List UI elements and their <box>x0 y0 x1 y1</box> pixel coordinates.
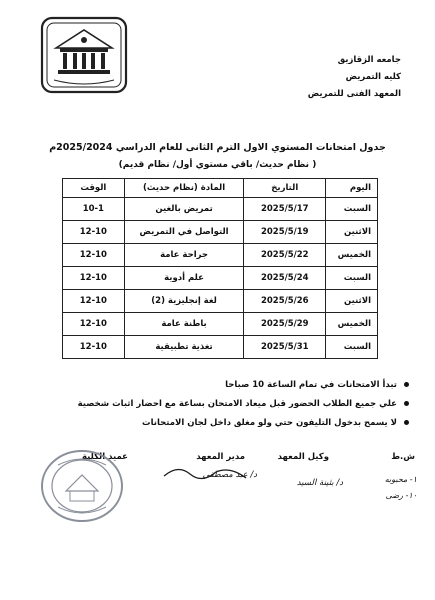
table-row <box>63 198 378 221</box>
note-text: تبدأ الامتحانات في تمام الساعة 10 صباحا <box>225 380 397 390</box>
cell-subject: لغة إنجليزية (2) <box>124 290 244 313</box>
header-date: التاريخ <box>244 179 326 198</box>
table-row <box>63 267 378 290</box>
cell-day: الاثنين <box>326 221 378 244</box>
note-text: لا يسمح بدخول التليفون حتي ولو مغلق داخل لجان الامتحانات <box>142 418 397 428</box>
cell-date: 2025/5/29 <box>244 313 326 336</box>
document-title: جدول امتحانات المستوي الاول الترم الثانى للعام الدراسي 2025/2024م <box>49 142 386 153</box>
faculty-logo-icon <box>38 14 130 96</box>
table-row <box>63 313 378 336</box>
cell-day: الخميس <box>326 244 378 267</box>
cell-subject: تمريض بالغين <box>124 198 244 221</box>
cell-day: السبت <box>326 336 378 359</box>
cell-time: 10-1 <box>63 198 125 221</box>
header-subject: المادة (نظام حديث) <box>124 179 244 198</box>
cell-time: 12-10 <box>63 267 125 290</box>
handwritten-director: د/ عبد مصطفى <box>202 470 257 480</box>
cell-time: 12-10 <box>63 221 125 244</box>
list-item <box>29 395 409 414</box>
cell-date: 2025/5/31 <box>244 336 326 359</box>
cell-time: 12-10 <box>63 336 125 359</box>
cell-time: 12-10 <box>63 290 125 313</box>
signature-label-director: مدير المعهد <box>196 452 245 462</box>
table-row <box>63 336 378 359</box>
header-time: الوقت <box>63 179 125 198</box>
header-block <box>271 52 401 103</box>
handwritten-vice-director: د/ بثينة السيد <box>296 478 343 488</box>
cell-subject: التواصل في التمريض <box>124 221 244 244</box>
list-item <box>29 376 409 395</box>
note-text: علي جميع الطلاب الحضور قبل ميعاد الامتحان بساعة مع احضار اثبات شخصية <box>77 399 397 409</box>
cell-date: 2025/5/26 <box>244 290 326 313</box>
cell-day: السبت <box>326 267 378 290</box>
cell-day: السبت <box>326 198 378 221</box>
table-row <box>63 290 378 313</box>
table-row <box>63 221 378 244</box>
handwritten-affairs-line2: ١٠- رضى <box>385 491 417 500</box>
university-name: جامعه الزقازيق <box>337 55 401 65</box>
cell-subject: تغذية تطبيقية <box>124 336 244 359</box>
cell-time: 12-10 <box>63 244 125 267</box>
cell-date: 2025/5/19 <box>244 221 326 244</box>
faculty-name: كليه التمريض <box>345 72 401 82</box>
signature-label-dean: عميد الكلية <box>82 452 128 462</box>
cell-day: الاثنين <box>326 290 378 313</box>
bullet-icon <box>404 420 409 425</box>
cell-subject: علم أدوية <box>124 267 244 290</box>
bullet-icon <box>404 401 409 406</box>
handwritten-affairs-line1: ١- محبوبه <box>384 475 417 484</box>
institute-name: المعهد الفنى للتمريض <box>307 89 401 99</box>
signature-label-affairs: ش.ط <box>391 452 415 462</box>
table-row <box>63 244 378 267</box>
cell-date: 2025/5/22 <box>244 244 326 267</box>
cell-date: 2025/5/24 <box>244 267 326 290</box>
table-header-row <box>63 179 378 198</box>
cell-subject: باطنة عامة <box>124 313 244 336</box>
instructions-list <box>29 376 409 433</box>
cell-day: الخميس <box>326 313 378 336</box>
header-day: اليوم <box>326 179 378 198</box>
handwritten-affairs <box>385 472 417 504</box>
document-subtitle: ( نظام حديث/ باقي مستوي أول/ نظام قديم) <box>118 160 317 170</box>
seal-stamp-icon <box>38 447 126 525</box>
cell-time: 12-10 <box>63 313 125 336</box>
cell-date: 2025/5/17 <box>244 198 326 221</box>
signature-scribble-icon <box>160 462 250 484</box>
signature-label-vice-director: وكيل المعهد <box>277 452 329 462</box>
cell-subject: جراحة عامة <box>124 244 244 267</box>
list-item <box>29 414 409 433</box>
bullet-icon <box>404 382 409 387</box>
exam-schedule-table <box>62 178 378 359</box>
